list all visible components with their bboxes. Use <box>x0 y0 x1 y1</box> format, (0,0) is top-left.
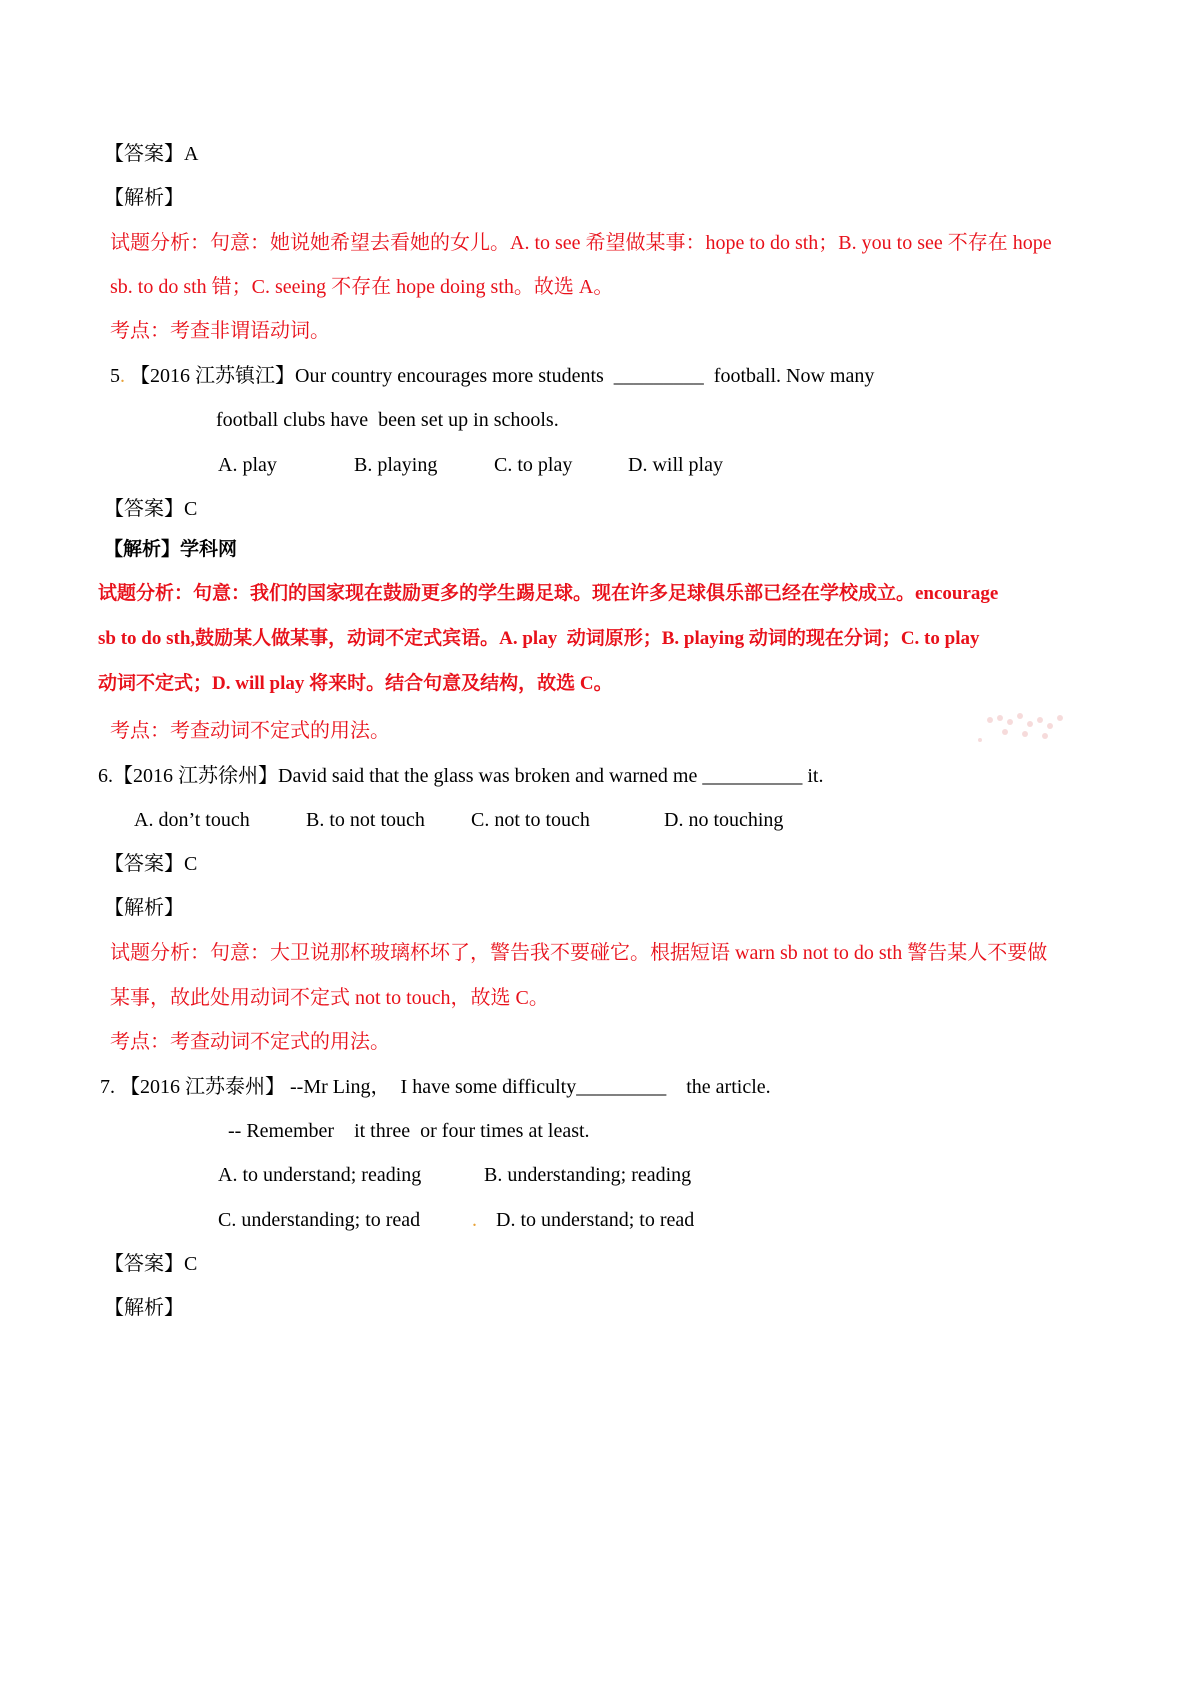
q7-option-c: C. understanding; to read <box>218 1209 421 1231</box>
q6-answer: 【答案】C <box>104 853 198 875</box>
q4-answer: 【答案】A <box>104 143 199 165</box>
q4-analysis-heading: 【解析】 <box>104 187 184 209</box>
q6-option-d: D. no touching <box>664 809 784 831</box>
watermark-stamp <box>930 690 1100 760</box>
q4-knowledge-point: 考点：考查非谓语动词。 <box>110 320 330 342</box>
stray-dot: . <box>472 1209 477 1231</box>
q6-analysis-line-2: 某事，故此处用动词不定式 not to touch，故选 C。 <box>110 987 549 1009</box>
q6-source: 【2016 江苏徐州】 <box>113 765 278 787</box>
q6-option-b: B. to not touch <box>306 809 425 831</box>
q5-number: 5 <box>110 365 120 387</box>
q7-answer: 【答案】C <box>104 1253 198 1275</box>
q6-stem-text: David said that the glass was broken and warned me __________ it. <box>278 765 824 787</box>
q6-option-a: A. don’t touch <box>134 809 250 831</box>
q4-analysis-line-1: 试题分析：句意：她说她希望去看她的女儿。A. to see 希望做某事：hope to do sth；B. you to see 不存在 hope <box>110 232 1052 254</box>
q5-source: 【2016 江苏镇江】 <box>130 365 295 387</box>
q7-option-a: A. to understand; reading <box>218 1164 422 1186</box>
q7-stem-text: --Mr Ling， I have some difficulty_________ the article. <box>290 1076 771 1098</box>
q5-stem-text: Our country encourages more students _________ football. Now many <box>295 365 875 387</box>
q7-stem-line-1 <box>100 1074 771 1100</box>
q7-option-b: B. understanding; reading <box>484 1164 692 1186</box>
q5-option-b: B. playing <box>354 454 438 476</box>
q6-analysis-line-1: 试题分析：句意：大卫说那杯玻璃杯坏了，警告我不要碰它。根据短语 warn sb not to do sth 警告某人不要做 <box>110 942 1048 964</box>
q5-knowledge-point: 考点：考查动词不定式的用法。 <box>110 720 390 742</box>
q6-knowledge-point: 考点：考查动词不定式的用法。 <box>110 1031 390 1053</box>
q6-analysis-heading: 【解析】 <box>104 897 184 919</box>
q5-option-c: C. to play <box>494 454 573 476</box>
q5-analysis-line-2: sb to do sth,鼓励某人做某事，动词不定式宾语。A. play 动词原形；B. playing 动词的现在分词；C. to play <box>98 628 980 649</box>
q5-analysis-line-3: 动词不定式；D. will play 将来时。结合句意及结构，故选 C。 <box>98 673 613 694</box>
q5-analysis-heading: 【解析】学科网 <box>104 538 238 560</box>
q7-stem-line-2: -- Remember it three or four times at least. <box>228 1120 590 1142</box>
q6-stem <box>98 763 823 789</box>
q5-stem-line-2: football clubs have been set up in schools. <box>216 409 559 431</box>
q6-option-c: C. not to touch <box>471 809 590 831</box>
q7-analysis-heading: 【解析】 <box>104 1297 184 1319</box>
q5-answer: 【答案】C <box>104 498 198 520</box>
q7-number: 7. <box>100 1076 115 1098</box>
q5-option-d: D. will play <box>628 454 723 476</box>
q5-analysis-line-1: 试题分析：句意：我们的国家现在鼓励更多的学生踢足球。现在许多足球俱乐部已经在学校成立。encourage <box>98 583 999 604</box>
q4-analysis-line-2: sb. to do sth 错；C. seeing 不存在 hope doing sth。故选 A。 <box>110 276 614 298</box>
q5-option-a: A. play <box>218 454 277 476</box>
q7-option-d: D. to understand; to read <box>496 1209 695 1231</box>
q7-source: 【2016 江苏泰州】 <box>120 1076 285 1098</box>
q6-number: 6. <box>98 765 113 787</box>
q5-stem-line-1: 5. 【2016 江苏镇江】Our country encourages more students _________ football. Now many <box>110 365 875 387</box>
